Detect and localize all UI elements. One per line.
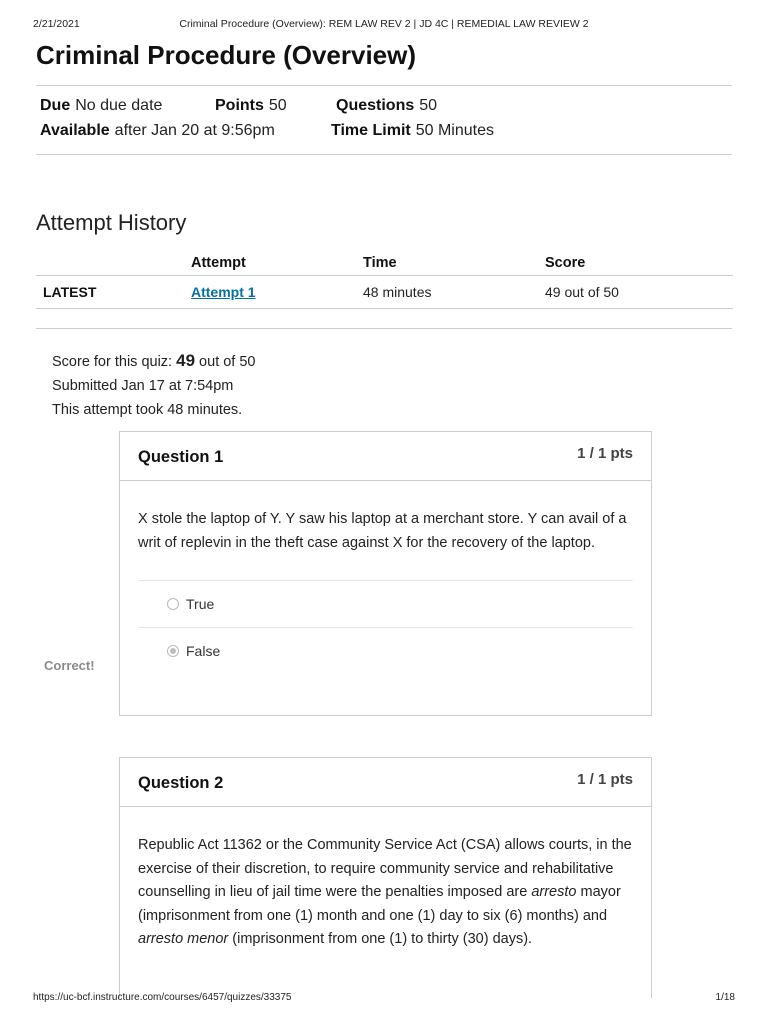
meta-questions bbox=[336, 97, 437, 115]
question-title: Question 1 bbox=[138, 448, 224, 466]
question-text-part: (imprisonment from one (1) to thirty (30) days). bbox=[228, 931, 533, 947]
attempt-history-table bbox=[36, 250, 733, 309]
question-card bbox=[119, 431, 652, 716]
page-url: https://uc-bcf.instructure.com/courses/6457/quizzes/33375 bbox=[33, 992, 292, 1003]
meta-points bbox=[215, 97, 287, 115]
answer-label: False bbox=[186, 643, 221, 659]
time-limit-label: Time Limit bbox=[331, 122, 411, 139]
column-header bbox=[36, 250, 184, 276]
due-value: No due date bbox=[75, 97, 163, 114]
question-header bbox=[120, 758, 651, 807]
latest-label: LATEST bbox=[36, 276, 184, 309]
question-text-part: Republic Act 11362 or the Community Service Act (CSA) allows courts, in the exercise of their discretion, to require community service and rehabilitative counselling in lieu of jail time were the penalties imposed are bbox=[138, 837, 632, 900]
duration-line: This attempt took 48 minutes. bbox=[52, 402, 243, 418]
question-title: Question 2 bbox=[138, 774, 224, 792]
attempt-history-title: Attempt History bbox=[36, 210, 187, 235]
answer-label: True bbox=[186, 596, 215, 612]
question-text-italic: arresto bbox=[531, 884, 577, 900]
divider bbox=[36, 154, 732, 155]
questions-value: 50 bbox=[419, 97, 438, 114]
answer-list bbox=[138, 580, 633, 674]
correct-answer-flag: Correct! bbox=[44, 658, 95, 673]
question-text-part: mayor (imprisonment from one (1) month and one (1) day to six (6) months) and bbox=[138, 884, 621, 924]
meta-due bbox=[40, 97, 162, 115]
score-cell: 49 out of 50 bbox=[538, 276, 733, 309]
divider bbox=[36, 328, 732, 329]
table-header-row bbox=[36, 250, 733, 276]
question-header bbox=[120, 432, 651, 481]
score-prefix: Score for this quiz: bbox=[52, 354, 177, 370]
print-footer bbox=[33, 992, 735, 1006]
radio-button-selected[interactable] bbox=[167, 645, 179, 657]
question-points: 1 / 1 pts bbox=[577, 445, 633, 462]
available-label: Available bbox=[40, 122, 110, 139]
answer-option-false[interactable] bbox=[138, 628, 633, 674]
attempt-cell bbox=[184, 276, 356, 309]
score-suffix: out of 50 bbox=[195, 354, 256, 370]
column-header-score: Score bbox=[538, 250, 733, 276]
score-line bbox=[52, 349, 256, 374]
question-text bbox=[120, 807, 651, 952]
question-text: X stole the laptop of Y. Y saw his laptop at a merchant store. Y can avail of a writ of replevin in the theft case against X for the recovery of the laptop. bbox=[138, 511, 627, 551]
table-row bbox=[36, 276, 733, 309]
points-value: 50 bbox=[268, 97, 287, 114]
attempt-link[interactable]: Attempt 1 bbox=[191, 284, 256, 300]
answer-option-true[interactable] bbox=[138, 581, 633, 628]
score-value: 49 bbox=[176, 351, 196, 370]
column-header-time: Time bbox=[356, 250, 538, 276]
question-card bbox=[119, 757, 652, 998]
print-date: 2/21/2021 bbox=[33, 18, 80, 30]
question-text-italic: arresto menor bbox=[138, 931, 229, 947]
meta-available bbox=[40, 122, 275, 140]
points-label: Points bbox=[215, 97, 264, 114]
radio-button[interactable] bbox=[167, 598, 179, 610]
available-value: after Jan 20 at 9:56pm bbox=[114, 122, 275, 139]
meta-time-limit bbox=[331, 122, 494, 140]
question-points: 1 / 1 pts bbox=[577, 771, 633, 788]
print-page-title: Criminal Procedure (Overview): REM LAW REV 2 | JD 4C | REMEDIAL LAW REVIEW 2 bbox=[179, 18, 589, 30]
divider bbox=[36, 85, 732, 86]
quiz-summary bbox=[52, 349, 256, 422]
submitted-line: Submitted Jan 17 at 7:54pm bbox=[52, 378, 234, 394]
page-number: 1/18 bbox=[715, 992, 735, 1003]
column-header-attempt: Attempt bbox=[184, 250, 356, 276]
questions-label: Questions bbox=[336, 97, 415, 114]
print-header bbox=[33, 18, 735, 32]
due-label: Due bbox=[40, 97, 71, 114]
quiz-title: Criminal Procedure (Overview) bbox=[36, 40, 417, 70]
time-limit-value: 50 Minutes bbox=[415, 122, 494, 139]
time-cell: 48 minutes bbox=[356, 276, 538, 309]
